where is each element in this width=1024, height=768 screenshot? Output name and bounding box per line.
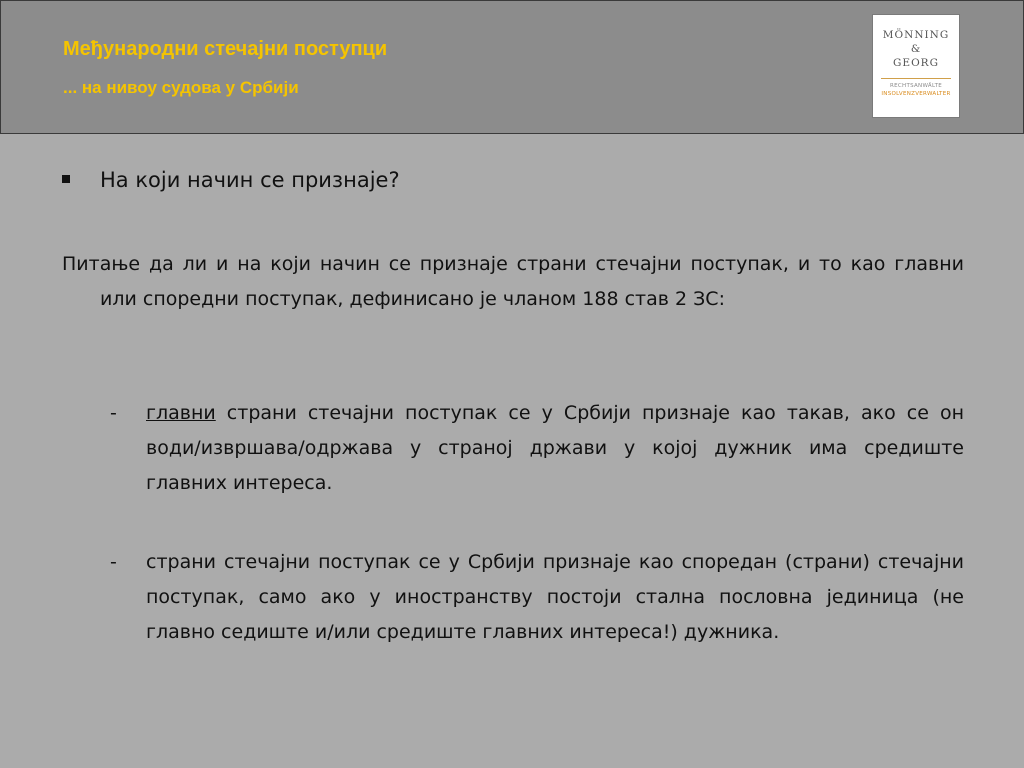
list-item — [110, 545, 964, 650]
logo-tagline-2: INSOLVENZVERWALTER — [881, 91, 951, 97]
dash-marker: - — [110, 551, 117, 573]
square-bullet-icon — [62, 175, 70, 183]
slide-title: Међународни стечајни поступци — [63, 38, 388, 60]
logo-tagline-1: RECHTSANWÄLTE — [889, 83, 943, 89]
list-item — [110, 396, 964, 501]
bullet-text: На који начин се признаје? — [100, 168, 400, 192]
list-item-text: страни стечајни поступак се у Србији признаје као такав, ако се он води/извршава/одржава у страној држави у којој дужник има средиште главних интереса. — [146, 402, 964, 494]
logo-line-3: GEORG — [893, 57, 939, 69]
slide-header — [0, 0, 1024, 134]
main-paragraph: Питање да ли и на који начин се признаје страни стечајни поступак, и то као главни или споредни поступак, дефинисано је чланом 188 став 2 ЗС: — [62, 253, 964, 310]
company-logo — [872, 14, 960, 118]
logo-divider — [881, 78, 951, 79]
list-item-text: страни стечајни поступак се у Србији признаје као споредан (страни) стечајни поступак, само ако у иностранству постоји стална пословна јединица (не главно седиште и/или средиште главних интереса!) дужника. — [146, 551, 964, 643]
logo-line-2: & — [910, 43, 922, 55]
list-item-body — [146, 396, 964, 501]
slide-subtitle: ... на нивоу судова у Србији — [63, 78, 299, 97]
emphasis-text: главни — [146, 402, 216, 424]
logo-line-1: MÖNNING — [882, 29, 950, 41]
dash-marker: - — [110, 402, 117, 424]
